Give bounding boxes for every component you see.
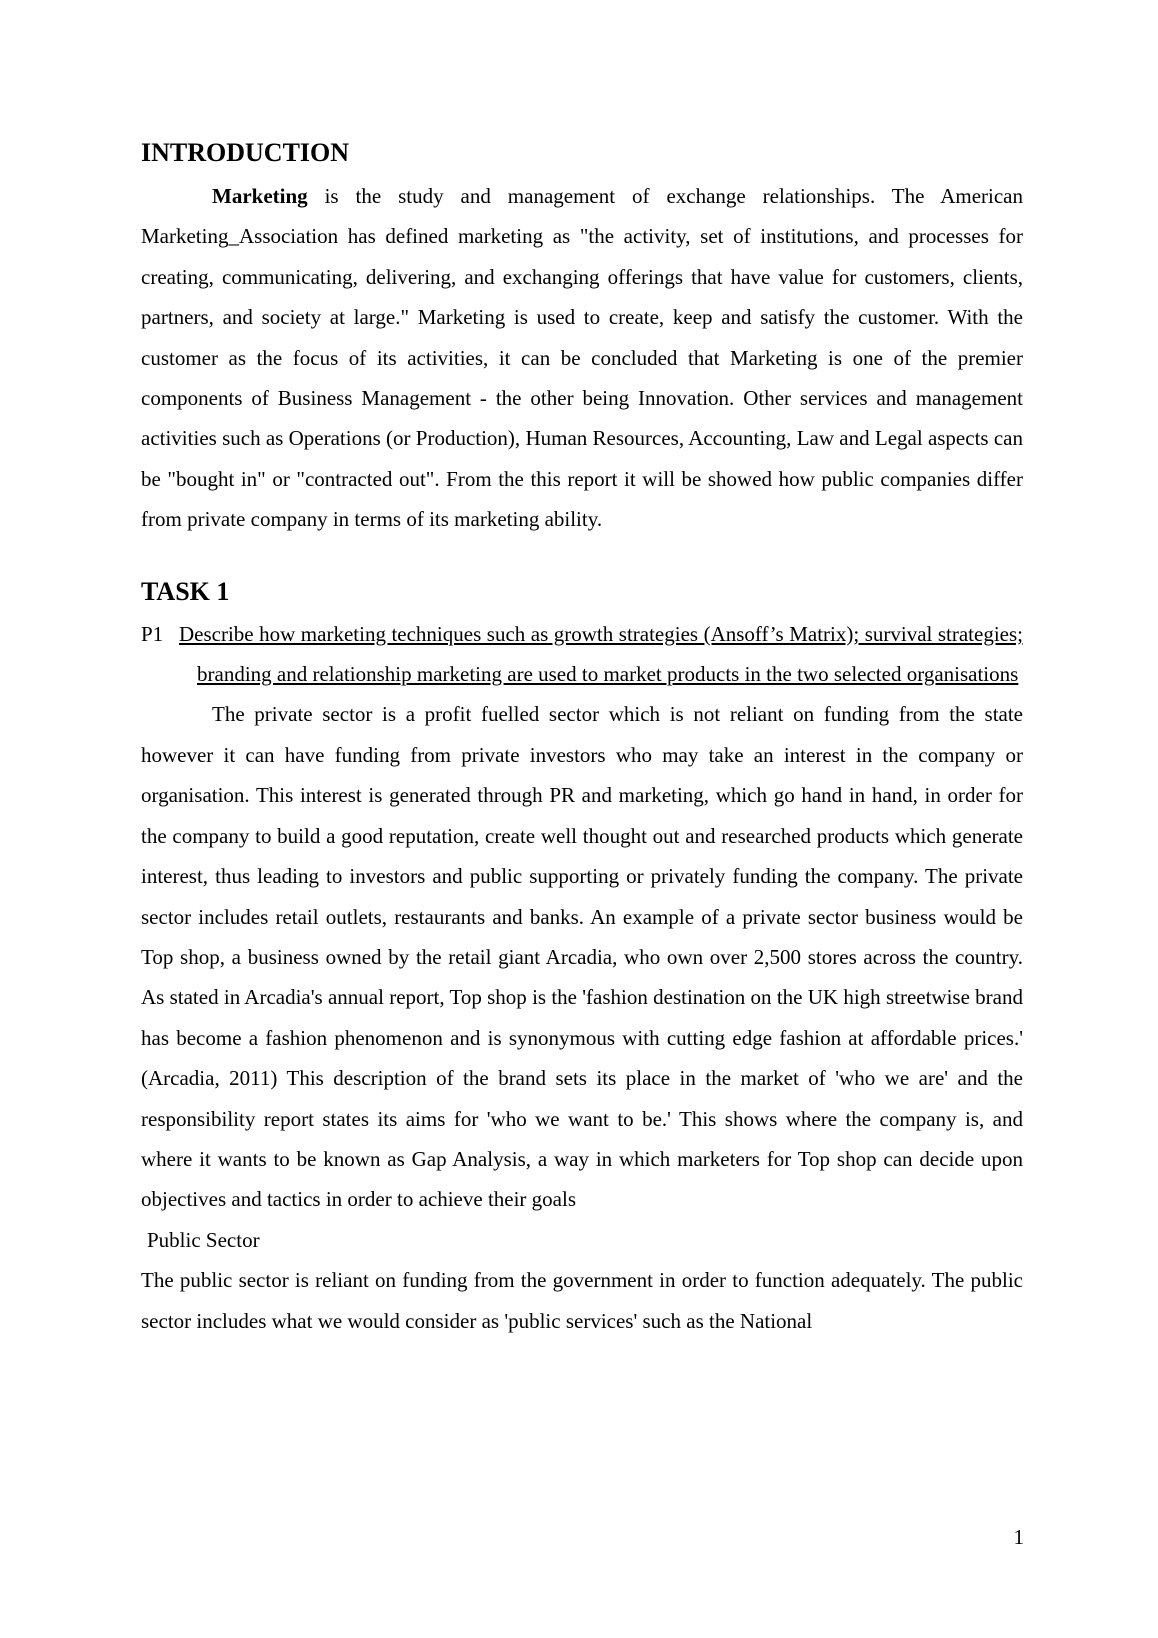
private-sector-paragraph: The private sector is a profit fuelled sector which is not reliant on funding from the state however it can have funding from private investors who may take an interest in the company or organisation. This interest is generated through PR and marketing, which go hand in hand, in order for the company to build a good reputation, create well thought out and researched products which generate interest, thus leading to investors and public supporting or privately funding the company. The private sector includes retail outlets, restaurants and banks. An example of a private sector business would be Top shop, a business owned by the retail giant Arcadia, who own over 2,500 stores across the country. As stated in Arcadia's annual report, Top shop is the 'fashion destination on the UK high streetwise brand has become a fashion phenomenon and is synonymous with cutting edge fashion at affordable prices.' (Arcadia, 2011) This description of the brand sets its place in the market of 'who we are' and the responsibility report states its aims for 'who we want to be.' This shows where the company is, and where it wants to be known as Gap Analysis, a way in which marketers for Top shop can decide upon objectives and tactics in order to achieve their goals [141,702,1023,1212]
task1-question-title [141,614,1023,695]
introduction-body-text: is the study and management of exchange relationships. The American Marketing_Association has defined marketing as "the activity, set of institutions, and processes for creating, communicating, delivering, and exchanging offerings that have value for customers, clients, partners, and society at large." Marketing is used to create, keep and satisfy the customer. With the customer as the focus of its activities, it can be concluded that Marketing is one of the premier components of Business Management - the other being Innovation. Other services and management activities such as Operations (or Production), Human Resources, Accounting, Law and Legal aspects can be "bought in" or "contracted out". From the this report it will be showed how public companies differ from private company in terms of its marketing ability. [141,184,1023,532]
page-number: 1 [1013,1525,1024,1549]
task1-heading: TASK 1 [141,576,230,606]
page-content [141,136,1023,1341]
introduction-lead-bold: Marketing [212,184,308,208]
task1-question-text: Describe how marketing techniques such as growth strategies (Ansoff’s Matrix); survival strategies; branding and relationship marketing are used to market products in the two selected organisations [179,621,1023,687]
introduction-paragraph [141,176,1023,540]
introduction-heading: INTRODUCTION [141,138,350,167]
task1-question-number: P1 [141,621,164,646]
public-sector-paragraph: The public sector is reliant on funding from the government in order to function adequately. The public sector includes what we would consider as 'public services' such as the National [141,1268,1023,1333]
public-sector-heading: Public Sector [147,1227,260,1252]
